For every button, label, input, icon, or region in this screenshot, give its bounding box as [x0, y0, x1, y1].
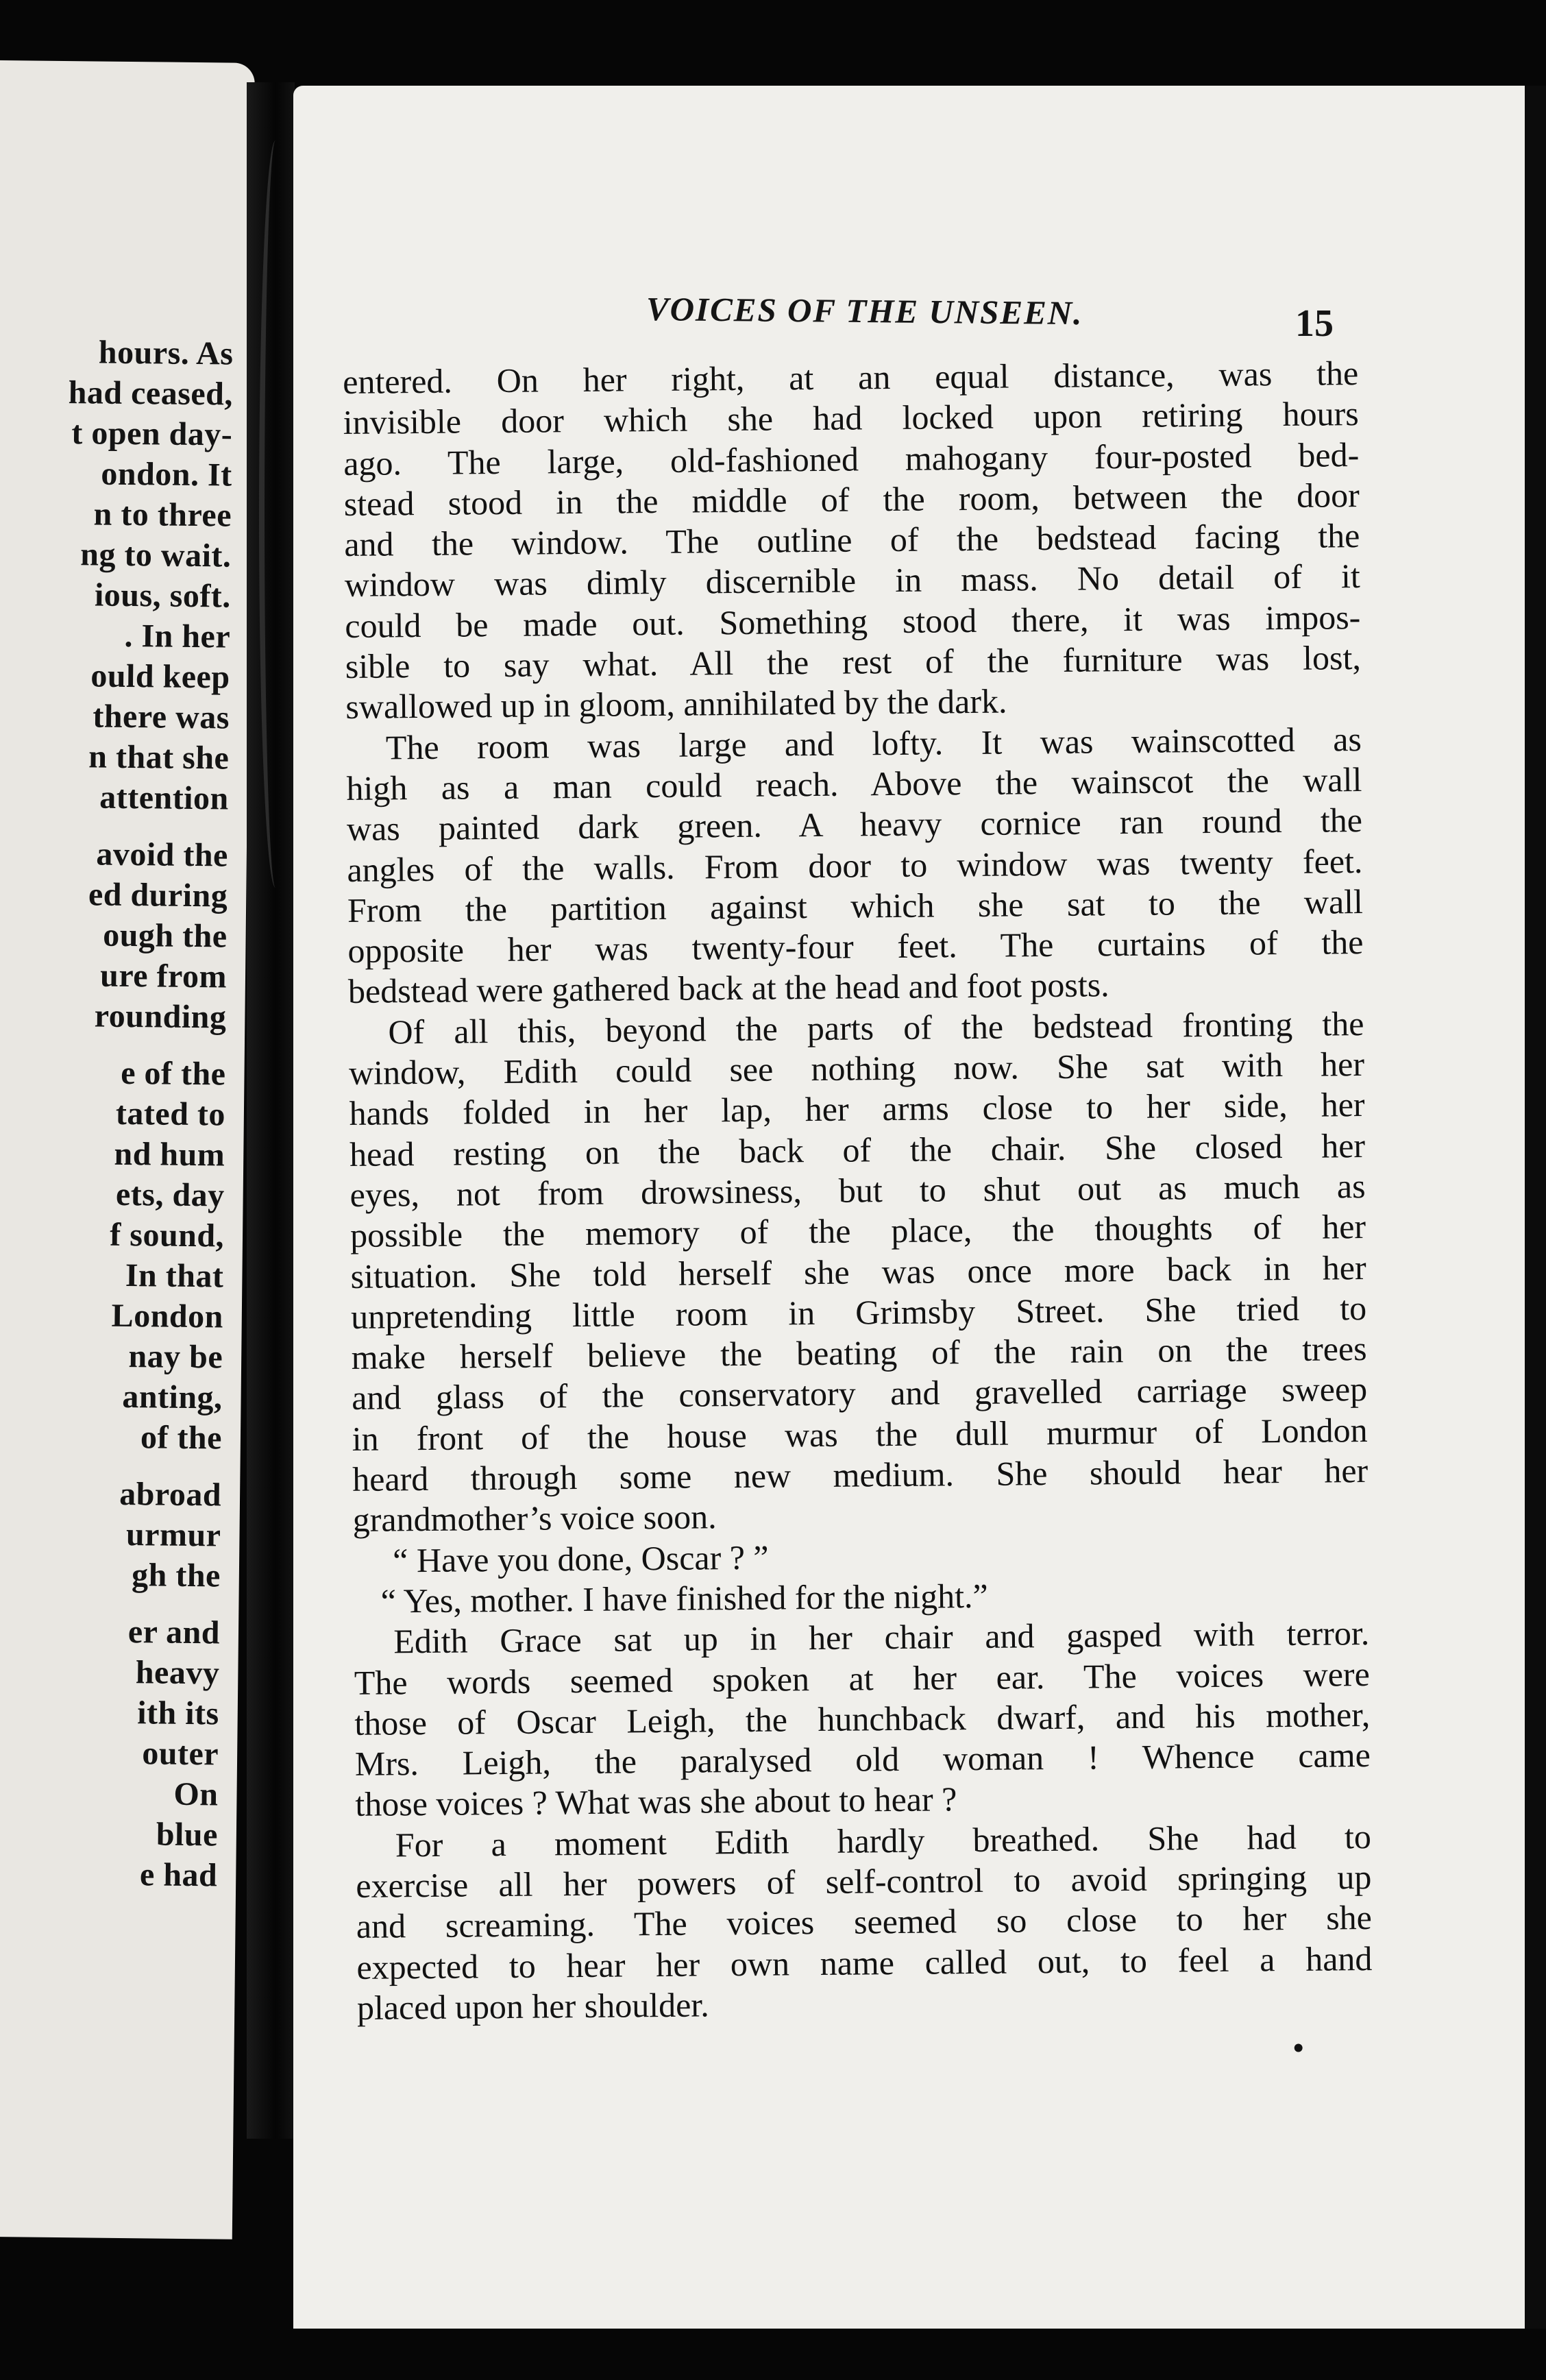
previous-page-line: urmur — [125, 1516, 221, 1554]
body-line: could be made out. Something stood there, it was impos- — [345, 597, 1361, 645]
previous-page-line: e of the — [120, 1054, 226, 1093]
previous-page-line: In that — [125, 1257, 224, 1295]
body-line: Edith Grace sat up in her chair and gasped with terror. — [393, 1614, 1370, 1661]
body-line: “ Yes, mother. I have finished for the night.” — [380, 1576, 988, 1620]
previous-page-line: ondon. It — [101, 455, 232, 494]
paragraph-gap — [0, 816, 228, 836]
previous-page-line: rounding — [94, 997, 227, 1036]
body-line: opposite her was twenty-four feet. The curtains of the — [347, 923, 1364, 971]
previous-page-line: of the — [140, 1419, 223, 1457]
body-line: hands folded in her lap, her arms close to her side, her — [349, 1085, 1365, 1133]
page-number: 15 — [1295, 302, 1334, 345]
previous-page-line: ious, soft. — [94, 576, 232, 615]
previous-page-line: had ceased, — [68, 374, 234, 413]
body-line: head resting on the back of the chair. She closed her — [349, 1126, 1366, 1174]
previous-page-line: ed during — [88, 876, 228, 914]
body-line: eyes, not from drowsiness, but to shut out as much as — [349, 1166, 1366, 1214]
paragraph-gap — [0, 1035, 226, 1054]
previous-page-line: tated to — [115, 1095, 226, 1133]
body-line: expected to hear her own name called out, to feel a hand — [356, 1939, 1373, 1987]
previous-page-line: gh the — [131, 1557, 221, 1594]
previous-page-line: nd hum — [114, 1135, 225, 1174]
previous-page-line: hours. As — [98, 334, 234, 372]
body-line: sible to say what. All the rest of the furniture was lost, — [345, 638, 1362, 686]
body-line: high as a man could reach. Above the wainscot the wall — [346, 760, 1362, 807]
body-line: Mrs. Leigh, the paralysed old woman ! Whence came — [354, 1736, 1371, 1784]
body-line: placed upon her shoulder. — [356, 1985, 709, 2027]
body-line: Of all this, beyond the parts of the bedstead fronting the — [388, 1004, 1364, 1052]
body-line: those of Oscar Leigh, the hunchback dwarf, and his mother, — [354, 1695, 1371, 1742]
body-line: exercise all her powers of self-control to avoid springing up — [356, 1857, 1372, 1905]
running-head: VOICES OF THE UNSEEN. — [646, 290, 1083, 332]
end-mark: • — [1293, 2031, 1304, 2065]
body-line: invisible door which she had locked upon retiring hours — [343, 394, 1359, 442]
body-line: grandmother’s voice soon. — [352, 1497, 717, 1540]
previous-page-line: avoid the — [96, 836, 229, 874]
body-line: ago. The large, old-fashioned mahogany four-posted bed- — [343, 435, 1360, 483]
previous-page-line: n that she — [88, 738, 230, 777]
previous-page-line: abroad — [119, 1475, 222, 1514]
body-line: For a moment Edith hardly breathed. She had to — [395, 1817, 1372, 1865]
previous-page-line: heavy — [135, 1654, 220, 1692]
previous-page-fragment — [0, 60, 255, 2239]
body-line: angles of the walls. From door to window was twenty feet. — [347, 841, 1363, 889]
body-line: stead stood in the middle of the room, between the door — [343, 475, 1360, 523]
body-line: possible the memory of the place, the thoughts of her — [349, 1207, 1366, 1255]
body-line: was painted dark green. A heavy cornice ran round the — [346, 801, 1363, 849]
page-curl-shadow — [259, 141, 292, 888]
body-line: bedstead were gathered back at the head and foot posts. — [347, 965, 1109, 1011]
body-line: window, Edith could see nothing now. She sat with her — [348, 1045, 1365, 1093]
previous-page-line: blue — [156, 1816, 219, 1854]
previous-page-line: n to three — [93, 496, 232, 534]
body-line: The words seemed spoken at her ear. The voices were — [354, 1654, 1370, 1702]
body-line: those voices ? What was she about to hear ? — [355, 1780, 957, 1824]
previous-page-line: attention — [99, 779, 230, 817]
previous-page-line: f sound, — [110, 1216, 225, 1254]
scan-border — [1525, 86, 1546, 2329]
previous-page-line: anting, — [122, 1378, 223, 1416]
paragraph-gap — [0, 1456, 222, 1475]
previous-page-text — [0, 331, 234, 1895]
previous-page-line: outer — [142, 1735, 219, 1773]
previous-page-line: t open day- — [71, 415, 233, 453]
body-line: and screaming. The voices seemed so close to her she — [356, 1898, 1373, 1946]
body-line: The room was large and lofty. It was wainscotted as — [385, 719, 1362, 767]
previous-page-line: ough the — [102, 916, 228, 955]
previous-page-line: ets, day — [115, 1176, 225, 1214]
body-line: and glass of the conservatory and gravelled carriage sweep — [351, 1370, 1368, 1418]
body-line: From the partition against which she sat to the wall — [347, 882, 1364, 930]
previous-page-line: er and — [127, 1614, 221, 1651]
body-line: heard through some new medium. She should hear her — [352, 1451, 1369, 1498]
paragraph-gap — [0, 1594, 221, 1613]
previous-page-line: e had — [139, 1856, 218, 1894]
body-line: unpretending little room in Grimsby Street. She tried to — [350, 1288, 1367, 1336]
previous-page-line: nay be — [128, 1338, 223, 1376]
previous-page-line: ure from — [99, 957, 228, 995]
previous-page-line: ng to wait. — [80, 536, 232, 574]
body-line: “ Have you done, Oscar ? ” — [393, 1538, 769, 1580]
body-text — [343, 353, 1373, 2028]
previous-page-line: . In her — [124, 617, 231, 655]
body-line: in front of the house was the dull murmur of London — [352, 1410, 1368, 1458]
body-line: make herself believe the beating of the rain on the trees — [351, 1329, 1367, 1377]
previous-page-line: London — [111, 1297, 224, 1335]
body-line: situation. She told herself she was once more back in her — [350, 1248, 1366, 1296]
previous-page-line: ith its — [136, 1695, 220, 1732]
previous-page-line: there was — [93, 698, 230, 736]
body-line: window was dimly discernible in mass. No detail of it — [344, 557, 1361, 605]
previous-page-line: On — [173, 1775, 219, 1813]
body-line: entered. On her right, at an equal distance, was the — [343, 354, 1359, 401]
body-line: swallowed up in gloom, annihilated by the dark. — [345, 681, 1007, 727]
previous-page-line: ould keep — [90, 657, 230, 696]
body-line: and the window. The outline of the bedstead facing the — [344, 516, 1360, 564]
